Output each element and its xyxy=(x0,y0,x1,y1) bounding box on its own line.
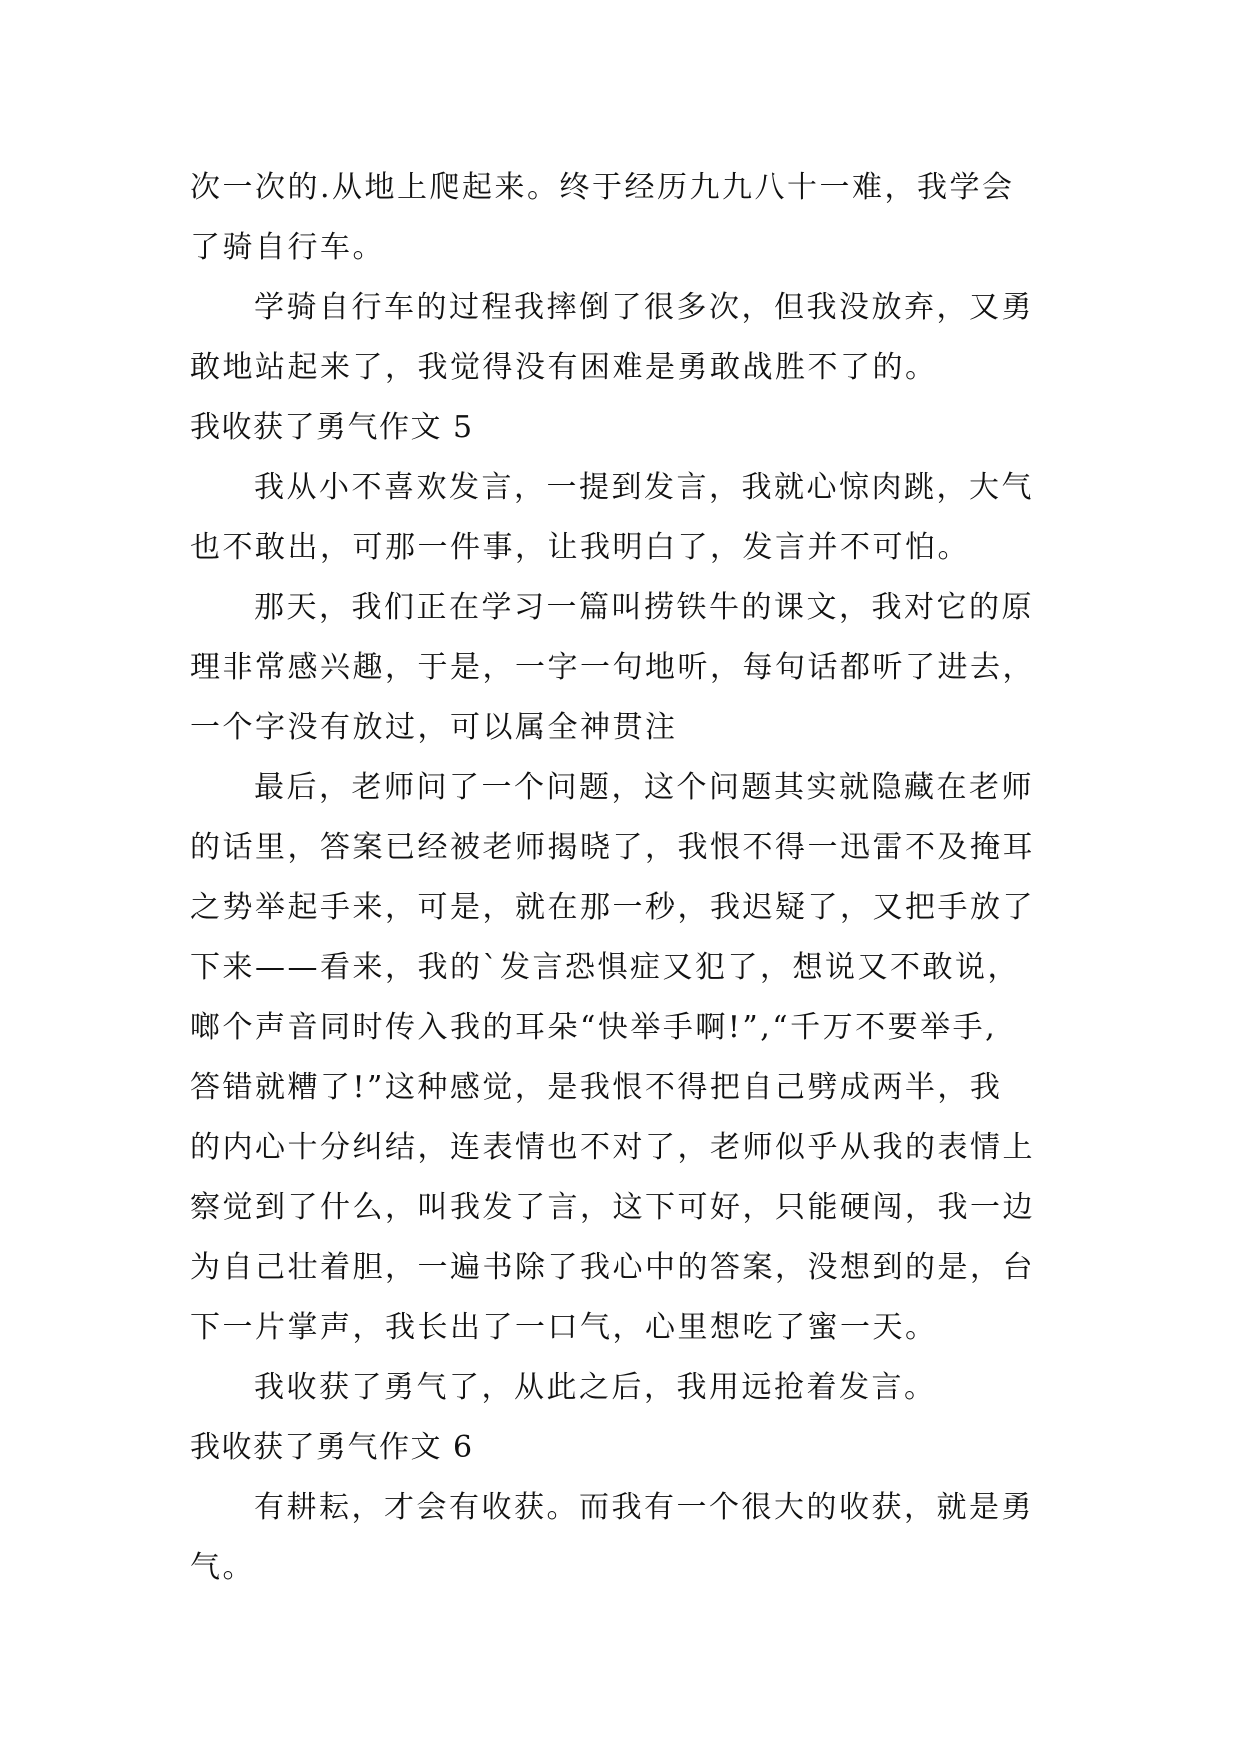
text-line: 理非常感兴趣，于是，一字一句地听，每句话都听了进去， xyxy=(190,650,1035,685)
text-line: 了骑自行车。 xyxy=(190,230,385,265)
text-line: 察觉到了什么，叫我发了言，这下可好，只能硬闯，我一边 xyxy=(190,1190,1035,1225)
paragraph-start-line: 最后，老师问了一个问题，这个问题其实就隐藏在老师 xyxy=(254,770,1034,805)
paragraph-start-line: 我从小不喜欢发言，一提到发言，我就心惊肉跳，大气 xyxy=(254,470,1034,505)
text-line: 为自己壮着胆，一遍书除了我心中的答案，没想到的是，台 xyxy=(190,1250,1035,1285)
document-body xyxy=(190,158,1070,1598)
text-line: 啷个声音同时传入我的耳朵“快举手啊!”,“千万不要举手, xyxy=(190,1010,998,1045)
paragraph-start-line: 我收获了勇气了，从此之后，我用远抢着发言。 xyxy=(254,1370,937,1405)
text-line: 的内心十分纠结，连表情也不对了，老师似乎从我的表情上 xyxy=(190,1130,1035,1165)
text-line: 一个字没有放过，可以属全神贯注 xyxy=(190,710,678,745)
text-line: 答错就糟了!”这种感觉，是我恨不得把自己劈成两半，我 xyxy=(190,1070,1003,1105)
text-line: 的话里，答案已经被老师揭晓了，我恨不得一迅雷不及掩耳 xyxy=(190,830,1035,865)
section-heading: 我收获了勇气作文 5 xyxy=(190,410,474,445)
text-line: 下一片掌声，我长出了一口气，心里想吃了蜜一天。 xyxy=(190,1310,938,1345)
section-heading: 我收获了勇气作文 6 xyxy=(190,1430,474,1465)
text-line: 敢地站起来了，我觉得没有困难是勇敢战胜不了的。 xyxy=(190,350,938,385)
text-line: 次一次的.从地上爬起来。终于经历九九八十一难，我学会 xyxy=(190,170,1015,205)
paragraph-start-line: 那天，我们正在学习一篇叫捞铁牛的课文，我对它的原 xyxy=(254,590,1034,625)
text-line: 下来——看来，我的`发言恐惧症又犯了，想说又不敢说， xyxy=(190,950,1020,985)
paragraph-start-line: 有耕耘，才会有收获。而我有一个很大的收获，就是勇 xyxy=(254,1490,1034,1525)
text-line: 之势举起手来，可是，就在那一秒，我迟疑了，又把手放了 xyxy=(190,890,1035,925)
text-line: 气。 xyxy=(190,1550,255,1585)
paragraph-start-line: 学骑自行车的过程我摔倒了很多次，但我没放弃，又勇 xyxy=(254,290,1034,325)
text-line: 也不敢出，可那一件事，让我明白了，发言并不可怕。 xyxy=(190,530,970,565)
